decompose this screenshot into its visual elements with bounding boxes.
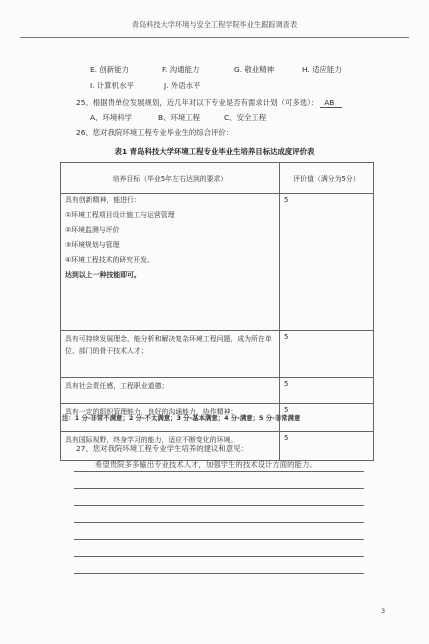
page-number: 3 [381, 607, 386, 615]
q25-text: 25、根据贵单位发展规划，近几年对以下专业是否有需求计划（可多选）： [76, 98, 319, 107]
writing-line [74, 522, 364, 523]
q24-option-e: E. 创新能力 [90, 65, 129, 74]
q25-option-c: C、安全工程 [224, 113, 267, 122]
score-cell[interactable]: 5 [280, 432, 374, 461]
q25-option-b: B、环境工程 [158, 113, 201, 122]
writing-line [74, 573, 364, 574]
objective-cell: 具有一定的组织管理能力，良好的沟通能力，协作精神； [61, 404, 280, 432]
q24-option-g: G. 敬业精神 [234, 65, 275, 74]
header-rule [20, 37, 409, 38]
score-cell[interactable]: 5 [280, 331, 374, 378]
objective-cell: 具有可持续发展理念，能分析和解决复杂环境工程问题，成为所在单位、部门的骨干技术人才； [61, 331, 280, 378]
score-cell[interactable]: 5 [280, 194, 374, 331]
rating-scale-note: 注：1 分-非常不满意；2 分-不太满意；3 分-基本满意；4 分-满意；5 分-非常满意 [62, 414, 301, 422]
table-row [61, 194, 374, 331]
q24-option-i: I. 计算机水平 [90, 81, 134, 90]
q24-option-h: H. 适应能力 [302, 65, 342, 74]
table-title: 表1 青岛科技大学环境工程专业毕业生培养目标达成度评价表 [114, 147, 315, 156]
q25-option-a: A、环境科学 [90, 113, 133, 122]
objective-cell: 具有创新精神，能进行： ①环境工程项目设计施工与运营管理 ②环境监测与评价 ③环境规划与管理 ④环境工程技术的研究开发。 达到以上一种技能即可。 [61, 194, 280, 331]
q27-handwritten-answer[interactable]: 希望贵院多多输出专业技术人才，加强学生的技术设计方面的能力。 [95, 460, 317, 469]
page-header: 青岛科技大学环境与安全工程学院毕业生跟踪调查表 [131, 20, 298, 29]
score-cell[interactable]: 5 [280, 378, 374, 404]
objective-cell: 具有社会责任感，工程职业道德； [61, 378, 280, 404]
writing-line [74, 556, 364, 557]
q25-answer[interactable]: AB [320, 98, 342, 108]
writing-line [74, 539, 364, 540]
q24-option-f: F. 沟通能力 [162, 65, 200, 74]
q24-option-j: J. 外语水平 [164, 81, 201, 90]
table-row [61, 378, 374, 404]
table-header-row [61, 163, 374, 194]
col-header-objective: 培养目标（毕业5年左右达到的要求） [61, 163, 280, 194]
q27-question: 27、您对我院环境工程专业学生培养的建议和意见： [76, 444, 249, 453]
writing-line [74, 488, 364, 489]
writing-line [74, 471, 364, 472]
q26-question: 26、您对我院环境工程专业毕业生的综合评价： [76, 128, 234, 137]
objective-cell: 具有国际视野，终身学习的能力，适应不断变化的环境。 [61, 432, 280, 461]
score-cell[interactable]: 5 [280, 404, 374, 432]
table-row [61, 331, 374, 378]
q25-question [76, 97, 342, 108]
col-header-score: 评价值（满分为5分） [280, 163, 374, 194]
writing-line [74, 505, 364, 506]
